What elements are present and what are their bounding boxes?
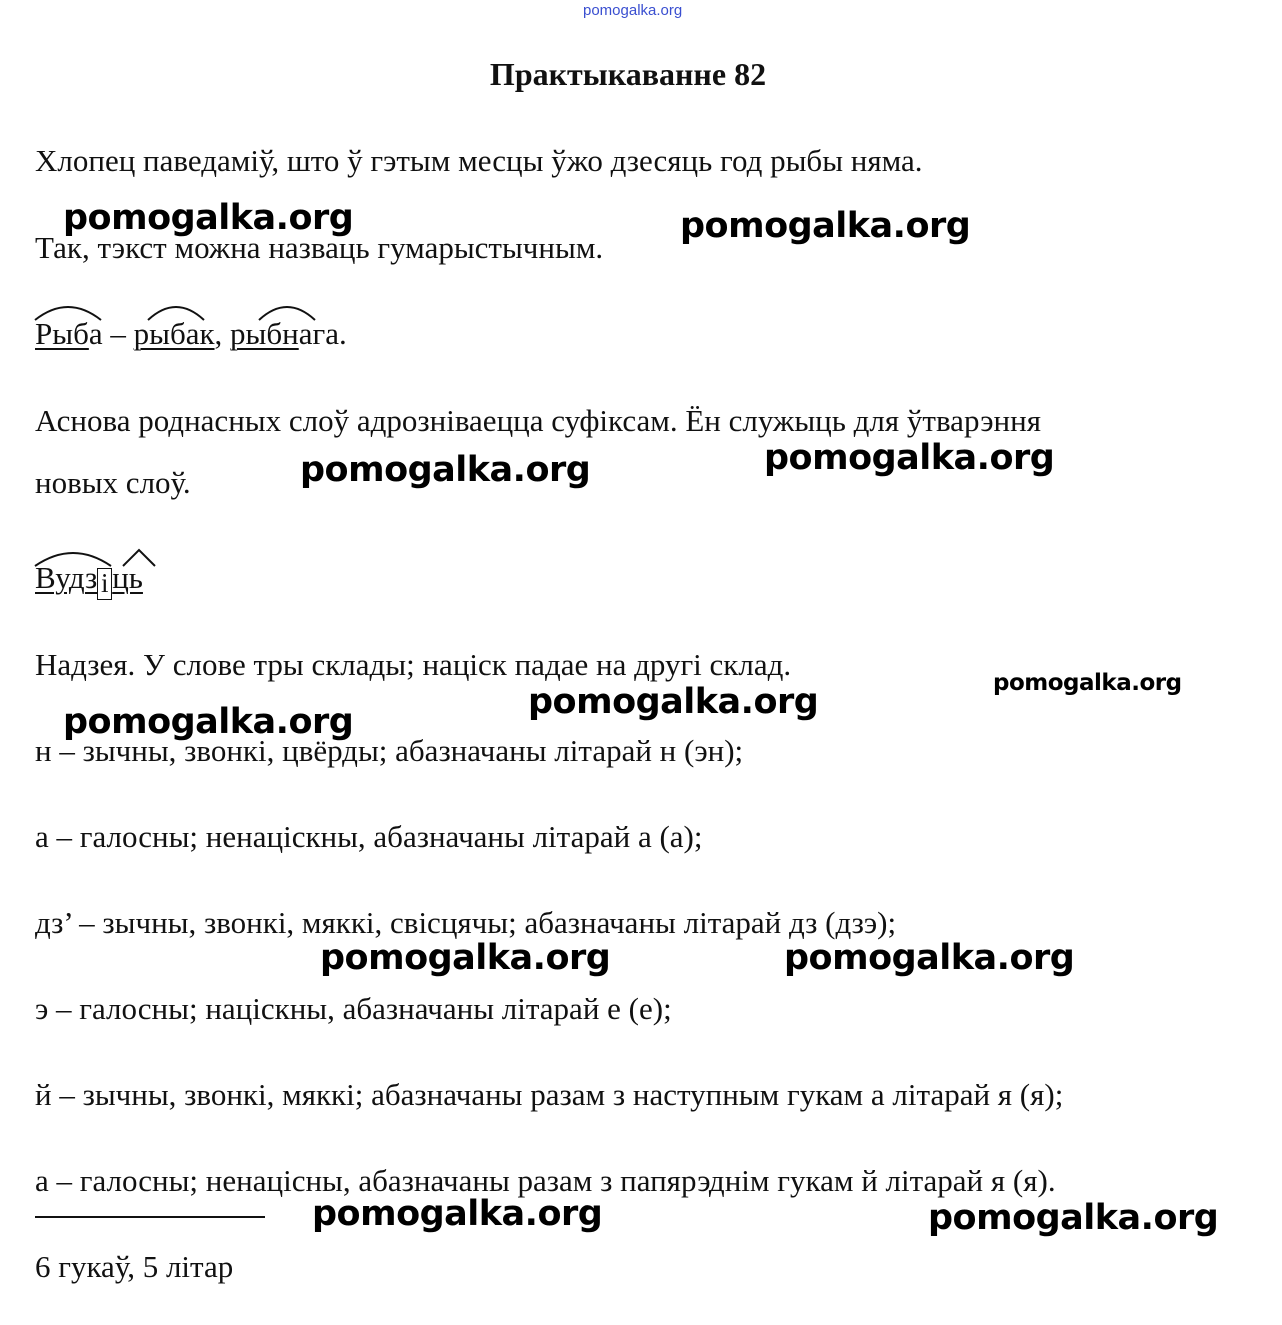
root-part-ts: ць <box>112 560 143 595</box>
header-watermark: pomogalka.org <box>583 2 683 19</box>
page-title: Практыкаванне 82 <box>489 56 767 92</box>
watermark: pomogalka.org <box>680 206 971 246</box>
text-line-4b: новых слоў. <box>35 465 191 500</box>
watermark: pomogalka.org <box>63 198 354 238</box>
text-line-9: дз’ – зычны, звонкі, мяккі, свісцячы; абазначаны літарай дз (дзэ); <box>35 905 897 940</box>
text-line-6: Надзея. У слове тры склады; націск падае на другі склад. <box>35 647 792 682</box>
ending-a: а <box>88 316 103 351</box>
comma: , <box>214 316 231 351</box>
text-line-10: э – галосны; націскны, абазначаны літарай е (е); <box>35 991 672 1026</box>
watermark: pomogalka.org <box>993 670 1182 696</box>
text-line-12: а – галосны; ненацісны, абазначаны разам з папярэднім гукам й літарай я (я). <box>35 1163 1056 1198</box>
root-part-z: з <box>84 560 98 595</box>
suffix-box: і <box>97 568 112 600</box>
watermark: pomogalka.org <box>320 938 611 978</box>
watermark: pomogalka.org <box>784 938 1075 978</box>
dash: – <box>102 316 134 351</box>
text-line-13: 6 гукаў, 5 літар <box>35 1249 234 1284</box>
divider <box>35 1216 265 1218</box>
watermark: pomogalka.org <box>928 1198 1219 1238</box>
watermark: pomogalka.org <box>764 438 1055 478</box>
word-rybak: рыбак <box>133 316 215 351</box>
root-rybn: рыбн <box>230 316 299 351</box>
root-arc-1 <box>33 300 103 322</box>
watermark: pomogalka.org <box>312 1194 603 1234</box>
watermark: pomogalka.org <box>63 702 354 742</box>
prefix-vud: Вуд <box>35 560 85 595</box>
root-arc-4 <box>33 546 113 568</box>
root-arc-2 <box>146 300 206 322</box>
suffix-caret <box>121 546 157 568</box>
text-line-1: Хлопец паведаміў, што ў гэтым месцы ўжо дзесяць год рыбы няма. <box>35 143 923 178</box>
text-line-11: й – зычны, звонкі, мяккі; абазначаны разам з наступным гукам а літарай я (я); <box>35 1077 1064 1112</box>
root-arc-3 <box>257 300 317 322</box>
text-line-4a: Аснова роднасных слоў адрозніваецца суфіксам. Ён служыць для ўтварэння <box>35 403 1041 438</box>
word-rest: ага. <box>298 316 347 351</box>
watermark: pomogalka.org <box>528 682 819 722</box>
text-line-7: н – зычны, звонкі, цвёрды; абазначаны літарай н (эн); <box>35 733 744 768</box>
watermark: pomogalka.org <box>300 450 591 490</box>
text-line-2: Так, тэкст можна назваць гумарыстычным. <box>35 230 604 265</box>
root-ryb: Рыб <box>35 316 89 351</box>
text-line-8: а – галосны; ненаціскны, абазначаны літарай а (а); <box>35 819 703 854</box>
